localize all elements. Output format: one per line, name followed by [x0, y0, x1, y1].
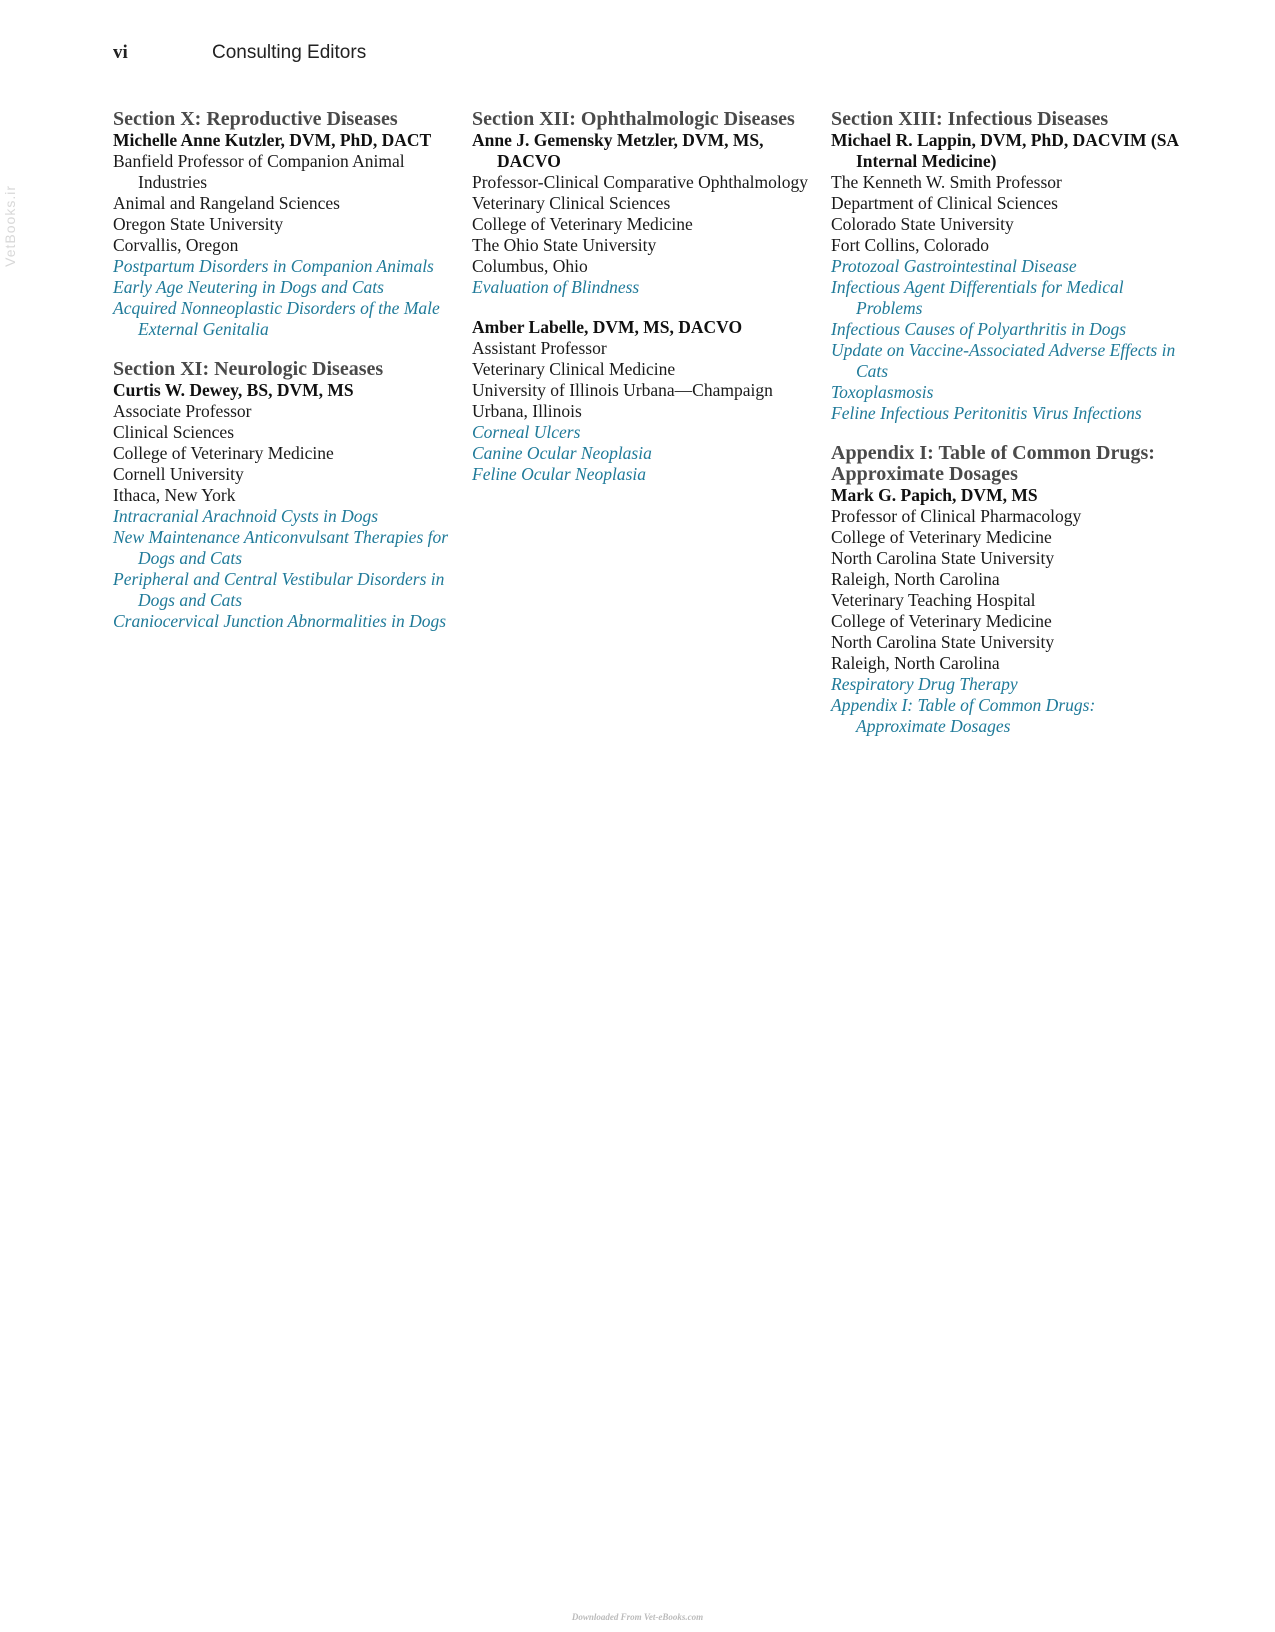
affiliation-line: College of Veterinary Medicine	[831, 611, 1052, 631]
section-title: Section XIII: Infectious Diseases	[831, 108, 1109, 130]
section-title: Section X: Reproductive Diseases	[113, 108, 398, 130]
chapter-link[interactable]: Update on Vaccine-Associated Adverse Effects in Cats	[831, 340, 1176, 381]
affiliation-line: Veterinary Teaching Hospital	[831, 590, 1036, 610]
affiliation-line: College of Veterinary Medicine	[831, 527, 1052, 547]
watermark: VetBooks.ir	[2, 185, 18, 267]
chapter-link[interactable]: Corneal Ulcers	[472, 422, 581, 442]
chapter-link[interactable]: New Maintenance Anticonvulsant Therapies for Dogs and Cats	[113, 527, 449, 568]
affiliation-line: Associate Professor	[113, 401, 252, 421]
section-title: Appendix I: Table of Common Drugs: Approximate Dosages	[831, 442, 1155, 485]
chapter-link[interactable]: Early Age Neutering in Dogs and Cats	[113, 277, 384, 297]
column-1	[113, 109, 458, 632]
affiliation-line: Professor-Clinical Comparative Ophthalmology	[472, 172, 808, 192]
affiliation-line: Professor of Clinical Pharmacology	[831, 506, 1082, 526]
editor-name: Mark G. Papich, DVM, MS	[831, 485, 1038, 505]
chapter-link[interactable]: Infectious Agent Differentials for Medical Problems	[831, 277, 1124, 318]
chapter-link[interactable]: Feline Infectious Peritonitis Virus Infections	[831, 403, 1142, 423]
section-title: Section XII: Ophthalmologic Diseases	[472, 108, 795, 130]
chapter-link[interactable]: Infectious Causes of Polyarthritis in Dogs	[831, 319, 1127, 339]
affiliation-line: College of Veterinary Medicine	[472, 214, 693, 234]
editor-name: Amber Labelle, DVM, MS, DACVO	[472, 317, 743, 337]
chapter-link[interactable]: Toxoplasmosis	[831, 382, 934, 402]
affiliation-line: Oregon State University	[113, 214, 284, 234]
affiliation-line: Ithaca, New York	[113, 485, 236, 505]
section-title: Section XI: Neurologic Diseases	[113, 358, 384, 380]
affiliation-line: North Carolina State University	[831, 548, 1055, 568]
editor-name: Anne J. Gemensky Metzler, DVM, MS, DACVO	[472, 130, 764, 171]
affiliation-line: College of Veterinary Medicine	[113, 443, 334, 463]
chapter-link[interactable]: Feline Ocular Neoplasia	[472, 464, 647, 484]
chapter-link[interactable]: Acquired Nonneoplastic Disorders of the Male External Genitalia	[113, 298, 440, 339]
editor-name: Curtis W. Dewey, BS, DVM, MS	[113, 380, 354, 400]
affiliation-line: The Ohio State University	[472, 235, 657, 255]
affiliation-line: Department of Clinical Sciences	[831, 193, 1058, 213]
affiliation-line: Cornell University	[113, 464, 244, 484]
affiliation-line: Corvallis, Oregon	[113, 235, 239, 255]
affiliation-line: Raleigh, North Carolina	[831, 569, 1000, 589]
editor-block	[113, 109, 458, 340]
editor-block	[113, 359, 458, 632]
affiliation-line: Fort Collins, Colorado	[831, 235, 989, 255]
chapter-link[interactable]: Respiratory Drug Therapy	[831, 674, 1018, 694]
editor-name: Michael R. Lappin, DVM, PhD, DACVIM (SA Internal Medicine)	[831, 130, 1179, 171]
editor-block	[472, 317, 817, 485]
chapter-link[interactable]: Canine Ocular Neoplasia	[472, 443, 652, 463]
editor-name: Michelle Anne Kutzler, DVM, PhD, DACT	[113, 130, 432, 150]
editor-block	[831, 443, 1186, 737]
affiliation-line: Columbus, Ohio	[472, 256, 588, 276]
affiliation-line: The Kenneth W. Smith Professor	[831, 172, 1062, 192]
affiliation-line: Veterinary Clinical Sciences	[472, 193, 671, 213]
column-3	[831, 109, 1186, 737]
chapter-link[interactable]: Appendix I: Table of Common Drugs: Approximate Dosages	[831, 695, 1096, 736]
chapter-link[interactable]: Peripheral and Central Vestibular Disorders in Dogs and Cats	[113, 569, 445, 610]
affiliation-line: Veterinary Clinical Medicine	[472, 359, 676, 379]
affiliation-line: University of Illinois Urbana—Champaign	[472, 380, 773, 400]
affiliation-line: Urbana, Illinois	[472, 401, 582, 421]
download-footer: Downloaded From Vet-eBooks.com	[571, 1612, 704, 1622]
affiliation-line: Animal and Rangeland Sciences	[113, 193, 340, 213]
affiliation-line: Colorado State University	[831, 214, 1014, 234]
affiliation-line: Raleigh, North Carolina	[831, 653, 1000, 673]
running-title: Consulting Editors	[212, 42, 367, 63]
column-2	[472, 109, 817, 485]
affiliation-line: North Carolina State University	[831, 632, 1055, 652]
chapter-link[interactable]: Evaluation of Blindness	[472, 277, 640, 297]
chapter-link[interactable]: Intracranial Arachnoid Cysts in Dogs	[113, 506, 379, 526]
affiliation-line: Banfield Professor of Companion Animal Industries	[113, 151, 405, 192]
editor-block	[472, 109, 817, 298]
chapter-link[interactable]: Postpartum Disorders in Companion Animals	[113, 256, 434, 276]
affiliation-line: Assistant Professor	[472, 338, 607, 358]
chapter-link[interactable]: Craniocervical Junction Abnormalities in Dogs	[113, 611, 447, 631]
editor-block	[831, 109, 1186, 424]
affiliation-line: Clinical Sciences	[113, 422, 235, 442]
chapter-link[interactable]: Protozoal Gastrointestinal Disease	[831, 256, 1077, 276]
page-number: vi	[113, 42, 128, 63]
